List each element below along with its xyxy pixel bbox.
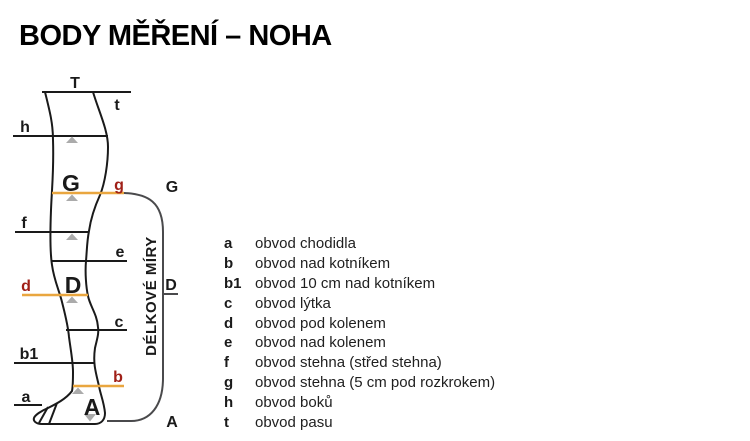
leg-measurement-diagram [0, 0, 200, 441]
legend-key: b [224, 255, 234, 273]
legend-key: g [224, 373, 234, 391]
legend-key: b1 [224, 274, 242, 292]
bracket-label-G: G [165, 179, 179, 196]
marker-triangle-b [72, 388, 84, 395]
label-T: T [70, 75, 80, 92]
label-G: G [62, 170, 80, 196]
legend-item-e [224, 333, 495, 353]
legend-item-h [224, 392, 495, 412]
label-b: b [113, 369, 123, 386]
label-D: D [64, 272, 82, 298]
legend-label: obvod pod kolenem [255, 314, 386, 332]
legend-label: obvod chodidla [255, 235, 356, 253]
length-axis-label: DÉLKOVÉ MÍRY [143, 236, 160, 356]
legend-key: h [224, 393, 234, 411]
bracket-label-D: D [165, 277, 177, 294]
legend-label: obvod 10 cm nad kotníkem [255, 274, 436, 292]
label-b1: b1 [19, 346, 39, 363]
legend-item-c [224, 293, 495, 313]
legend-label: obvod boků [255, 393, 333, 411]
legend-label: obvod stehna (5 cm pod rozkrokem) [255, 373, 496, 391]
legend-key: a [224, 235, 233, 253]
marker-triangle-f [66, 234, 78, 241]
label-A: A [83, 394, 101, 420]
legend-label: obvod stehna (střed stehna) [255, 354, 442, 372]
legend-item-f [224, 353, 495, 373]
label-d: d [21, 278, 31, 295]
legend-key: f [224, 354, 229, 372]
measurement-legend [224, 234, 495, 432]
legend-key: t [224, 413, 229, 431]
bracket-label-A: A [166, 414, 178, 431]
legend-key: c [224, 294, 233, 312]
label-c: c [114, 314, 124, 331]
legend-item-a [224, 234, 495, 254]
label-g: g [114, 177, 124, 194]
legend-item-g [224, 373, 495, 393]
legend-item-d [224, 313, 495, 333]
legend-label: obvod nad kotníkem [255, 255, 391, 273]
legend-item-t [224, 412, 495, 432]
legend-key: e [224, 334, 233, 352]
marker-triangle-h [66, 137, 78, 144]
page-title: BODY MĚŘENÍ – NOHA [19, 20, 332, 52]
legend-label: obvod lýtka [255, 294, 331, 312]
legend-key: d [224, 314, 234, 332]
label-f: f [21, 215, 27, 232]
legend-label: obvod nad kolenem [255, 334, 386, 352]
legend-item-b1 [224, 274, 495, 294]
legend-label: obvod pasu [255, 413, 333, 431]
legend-item-b [224, 254, 495, 274]
label-t: t [114, 97, 120, 114]
label-h: h [20, 119, 30, 136]
label-e: e [115, 244, 125, 261]
label-a: a [21, 389, 31, 406]
